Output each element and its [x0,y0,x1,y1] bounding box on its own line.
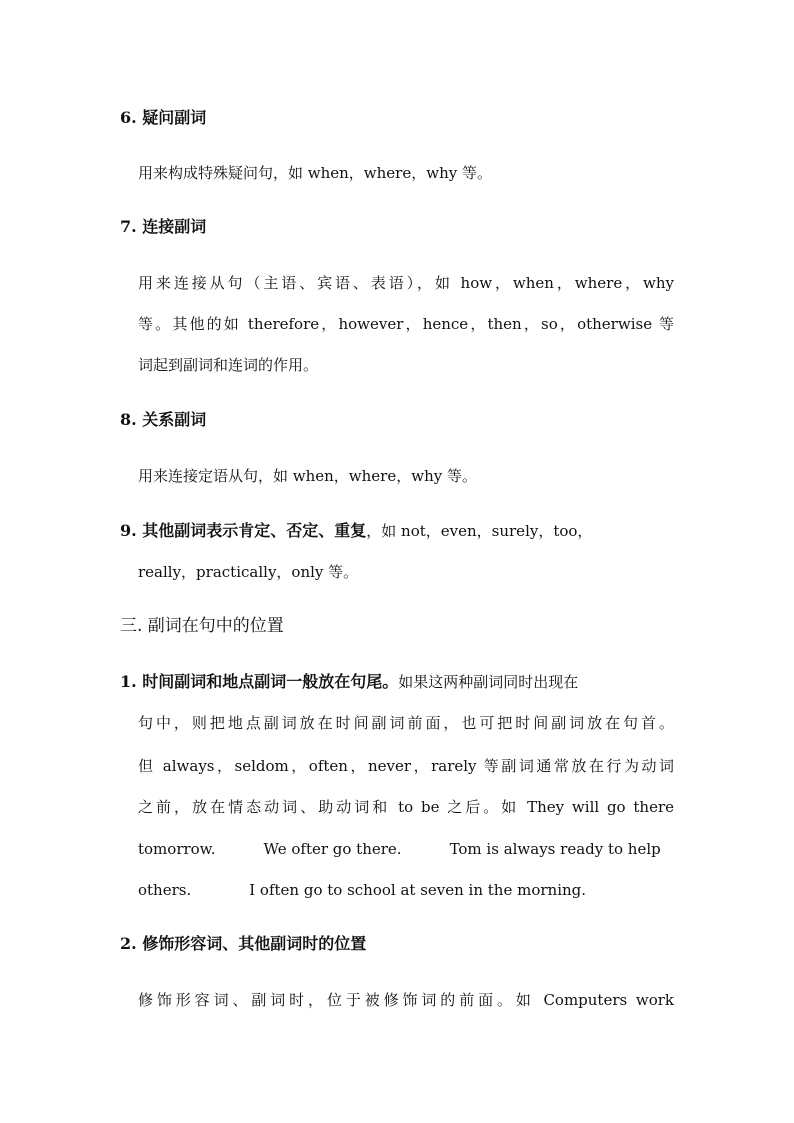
heading-conjunctive-adverbs: 7. 连接副词 [120,217,207,236]
item-time-place-line-2: 句中，则把地点副词放在时间副词前面，也可把时间副词放在句首。 [138,714,674,732]
item-other-adverbs-line-1 [120,520,674,542]
item-time-place-line-3: 但 always，seldom，often，never，rarely 等副词通常放在行为动词 [138,757,674,775]
paragraph-relative-adverbs: 用来连接定语从句，如 when，where，why 等。 [138,467,477,485]
item-other-adverbs-line-2: really，practically，only 等。 [138,563,359,581]
paragraph-conjunctive-line-3: 词起到副词和连词的作用。 [138,356,319,374]
paragraph-conjunctive-line-2: 等。其他的如 therefore，however，hence，then，so，otherwise 等 [138,315,674,333]
example-tomorrow: tomorrow. [138,840,216,858]
example-others: others. [138,881,192,899]
item-other-adverbs-examples: ，如 not，even，surely，too， [366,522,593,540]
item-time-place-line-5 [138,838,674,860]
heading-interrogative-adverbs: 6. 疑问副词 [120,108,207,127]
item-time-place-title: 1. 时间副词和地点副词一般放在句尾。 [120,672,399,691]
heading-modify-adjectives: 2. 修饰形容词、其他副词时的位置 [120,934,367,953]
item-time-place-line-4: 之前，放在情态动词、助动词和 to be 之后。如 They will go there [138,798,674,816]
heading-relative-adverbs: 8. 关系副词 [120,410,207,429]
paragraph-conjunctive-line-1: 用来连接从句（主语、宾语、表语），如 how，when，where，why [138,274,674,292]
item-time-place-intro: 如果这两种副词同时出现在 [398,673,579,691]
example-go-to-school: I often go to school at seven in the morning. [249,881,587,899]
example-we-ofter-go-there: We ofter go there. [263,840,402,858]
example-tom-ready: Tom is always ready to help [449,840,661,858]
paragraph-modify-adjectives-line-1: 修饰形容词、副词时，位于被修饰词的前面。如 Computers work [138,991,674,1009]
paragraph-interrogative-adverbs: 用来构成特殊疑问句，如 when，where，why 等。 [138,164,492,182]
item-time-place-line-1 [120,671,674,693]
item-other-adverbs-title: 9. 其他副词表示肯定、否定、重复 [120,521,367,540]
item-time-place-line-6 [138,879,674,901]
section-title-adverb-position: 三. 副词在句中的位置 [120,616,284,636]
